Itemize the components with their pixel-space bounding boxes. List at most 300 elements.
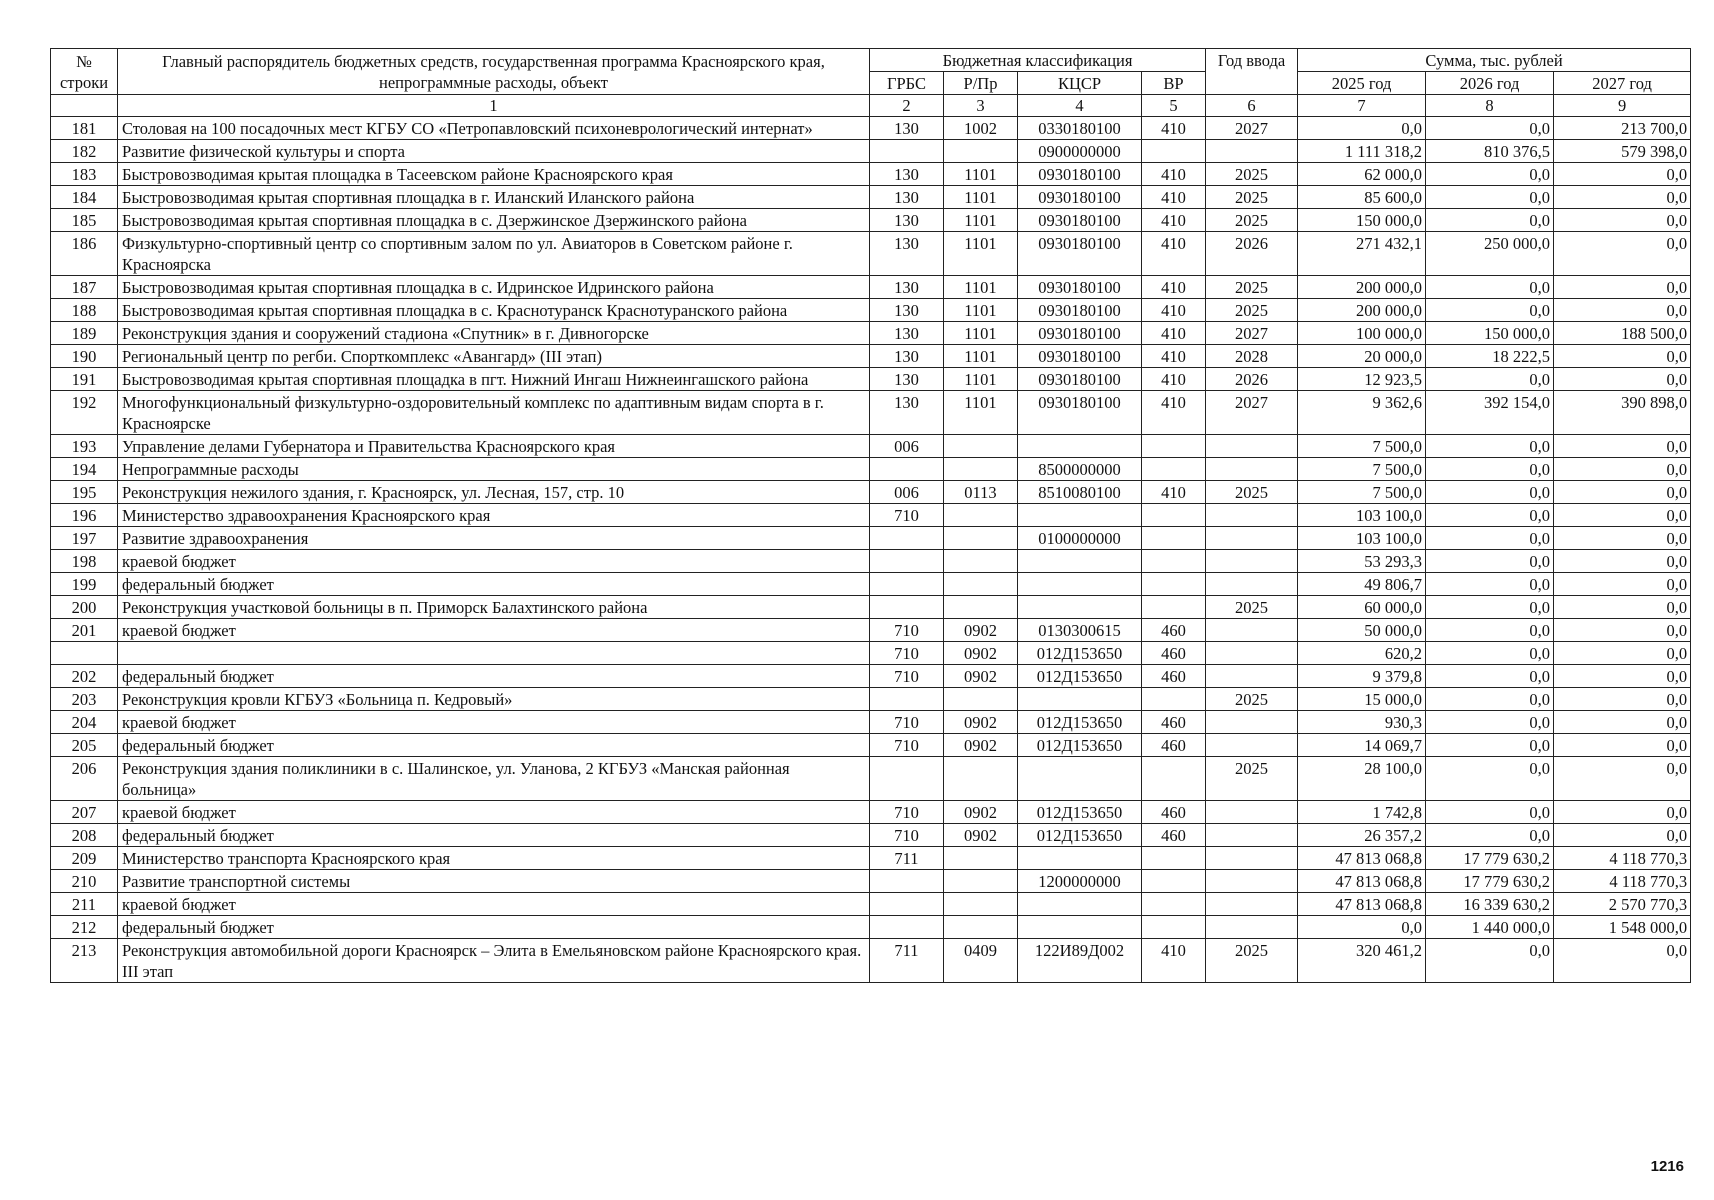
row-year: 2027: [1206, 117, 1298, 140]
row-sum-2026: 250 000,0: [1426, 232, 1554, 276]
row-name: Быстровозводимая крытая спортивная площадка в г. Иланский Иланского района: [118, 186, 870, 209]
row-sum-2026: 16 339 630,2: [1426, 893, 1554, 916]
row-number: 210: [51, 870, 118, 893]
table-row: [51, 435, 1691, 458]
row-sum-2026: 0,0: [1426, 163, 1554, 186]
row-sum-2026: 0,0: [1426, 504, 1554, 527]
row-sum-2026: 0,0: [1426, 711, 1554, 734]
row-year: [1206, 550, 1298, 573]
table-row: [51, 688, 1691, 711]
row-name: федеральный бюджет: [118, 665, 870, 688]
row-sum-2027: 2 570 770,3: [1554, 893, 1691, 916]
row-sum-2025: 200 000,0: [1298, 276, 1426, 299]
row-sum-2026: 0,0: [1426, 619, 1554, 642]
row-grbs: [870, 596, 944, 619]
row-number: 181: [51, 117, 118, 140]
row-grbs: 710: [870, 619, 944, 642]
table-row: [51, 801, 1691, 824]
row-number: 188: [51, 299, 118, 322]
row-grbs: 130: [870, 322, 944, 345]
row-sum-2025: 60 000,0: [1298, 596, 1426, 619]
row-name: федеральный бюджет: [118, 916, 870, 939]
table-row: [51, 527, 1691, 550]
row-number: 187: [51, 276, 118, 299]
row-sum-2025: 200 000,0: [1298, 299, 1426, 322]
row-sum-2027: 0,0: [1554, 209, 1691, 232]
row-sum-2027: 0,0: [1554, 665, 1691, 688]
row-vr: [1142, 550, 1206, 573]
row-name: краевой бюджет: [118, 801, 870, 824]
row-year: [1206, 824, 1298, 847]
row-rpr: 0902: [944, 665, 1018, 688]
table-row: [51, 619, 1691, 642]
row-sum-2025: 28 100,0: [1298, 757, 1426, 801]
row-number: 205: [51, 734, 118, 757]
row-sum-2027: 0,0: [1554, 573, 1691, 596]
row-year: 2025: [1206, 276, 1298, 299]
row-number: 208: [51, 824, 118, 847]
row-rpr: 0902: [944, 734, 1018, 757]
row-grbs: 710: [870, 711, 944, 734]
row-year: 2025: [1206, 481, 1298, 504]
row-number: 200: [51, 596, 118, 619]
row-kcsr: 0930180100: [1018, 232, 1142, 276]
row-grbs: 130: [870, 232, 944, 276]
row-vr: 460: [1142, 642, 1206, 665]
row-year: [1206, 893, 1298, 916]
row-name: Министерство транспорта Красноярского края: [118, 847, 870, 870]
row-kcsr: 0100000000: [1018, 527, 1142, 550]
row-grbs: 710: [870, 824, 944, 847]
row-rpr: 1101: [944, 163, 1018, 186]
row-sum-2026: 0,0: [1426, 642, 1554, 665]
row-sum-2025: 14 069,7: [1298, 734, 1426, 757]
row-rpr: [944, 870, 1018, 893]
row-sum-2027: 579 398,0: [1554, 140, 1691, 163]
row-kcsr: 0930180100: [1018, 391, 1142, 435]
table-row: [51, 391, 1691, 435]
row-grbs: 711: [870, 847, 944, 870]
row-name: краевой бюджет: [118, 550, 870, 573]
row-name: Непрограммные расходы: [118, 458, 870, 481]
row-sum-2025: 930,3: [1298, 711, 1426, 734]
row-vr: [1142, 458, 1206, 481]
row-sum-2027: 0,0: [1554, 504, 1691, 527]
row-name: Реконструкция здания и сооружений стадиона «Спутник» в г. Дивногорске: [118, 322, 870, 345]
row-sum-2027: 0,0: [1554, 368, 1691, 391]
row-sum-2025: 85 600,0: [1298, 186, 1426, 209]
row-rpr: 0902: [944, 619, 1018, 642]
row-number: 203: [51, 688, 118, 711]
table-row: [51, 824, 1691, 847]
table-row: [51, 550, 1691, 573]
header-2026: 2026 год: [1426, 72, 1554, 95]
row-grbs: 130: [870, 345, 944, 368]
row-name: Развитие транспортной системы: [118, 870, 870, 893]
row-sum-2026: 17 779 630,2: [1426, 847, 1554, 870]
page-number: 1216: [1650, 1158, 1684, 1175]
row-vr: 410: [1142, 209, 1206, 232]
row-sum-2025: 47 813 068,8: [1298, 870, 1426, 893]
row-sum-2026: 0,0: [1426, 527, 1554, 550]
row-number: 184: [51, 186, 118, 209]
row-number: 185: [51, 209, 118, 232]
row-rpr: 0902: [944, 824, 1018, 847]
row-number: 183: [51, 163, 118, 186]
row-vr: 410: [1142, 322, 1206, 345]
row-name: Быстровозводимая крытая площадка в Тасеевском районе Красноярского края: [118, 163, 870, 186]
row-sum-2027: 0,0: [1554, 642, 1691, 665]
row-vr: [1142, 916, 1206, 939]
row-vr: [1142, 688, 1206, 711]
row-year: 2025: [1206, 299, 1298, 322]
row-sum-2027: 0,0: [1554, 939, 1691, 983]
table-row: [51, 232, 1691, 276]
row-sum-2025: 0,0: [1298, 117, 1426, 140]
row-rpr: [944, 688, 1018, 711]
row-grbs: [870, 458, 944, 481]
column-index: 5: [1142, 95, 1206, 117]
column-index-row: [51, 95, 1691, 117]
row-name: Региональный центр по регби. Спорткомплекс «Авангард» (III этап): [118, 345, 870, 368]
row-year: [1206, 573, 1298, 596]
row-rpr: [944, 916, 1018, 939]
column-index: 7: [1298, 95, 1426, 117]
row-vr: [1142, 140, 1206, 163]
row-kcsr: [1018, 596, 1142, 619]
row-kcsr: [1018, 847, 1142, 870]
row-kcsr: 012Д153650: [1018, 824, 1142, 847]
row-sum-2027: 0,0: [1554, 757, 1691, 801]
row-grbs: 130: [870, 368, 944, 391]
header-rpr: Р/Пр: [944, 72, 1018, 95]
table-row: [51, 642, 1691, 665]
header-2025: 2025 год: [1298, 72, 1426, 95]
row-rpr: 0902: [944, 711, 1018, 734]
row-sum-2025: 620,2: [1298, 642, 1426, 665]
row-vr: 410: [1142, 345, 1206, 368]
row-rpr: [944, 893, 1018, 916]
row-rpr: 1101: [944, 209, 1018, 232]
row-vr: 410: [1142, 391, 1206, 435]
row-rpr: [944, 458, 1018, 481]
row-sum-2026: 0,0: [1426, 939, 1554, 983]
table-row: [51, 163, 1691, 186]
row-kcsr: 0930180100: [1018, 276, 1142, 299]
row-sum-2026: 0,0: [1426, 209, 1554, 232]
row-year: 2025: [1206, 186, 1298, 209]
row-grbs: [870, 550, 944, 573]
row-rpr: 0902: [944, 801, 1018, 824]
row-number: 186: [51, 232, 118, 276]
row-vr: 410: [1142, 163, 1206, 186]
row-year: [1206, 734, 1298, 757]
table-row: [51, 299, 1691, 322]
header-sum: Сумма, тыс. рублей: [1298, 49, 1691, 72]
column-index: 3: [944, 95, 1018, 117]
row-sum-2026: 0,0: [1426, 596, 1554, 619]
row-name: Быстровозводимая крытая спортивная площадка в с. Идринское Идринского района: [118, 276, 870, 299]
column-index: 6: [1206, 95, 1298, 117]
row-grbs: 710: [870, 504, 944, 527]
row-vr: 410: [1142, 299, 1206, 322]
row-number: 192: [51, 391, 118, 435]
row-sum-2026: 0,0: [1426, 186, 1554, 209]
row-sum-2027: 0,0: [1554, 824, 1691, 847]
row-sum-2025: 20 000,0: [1298, 345, 1426, 368]
row-sum-2026: 0,0: [1426, 665, 1554, 688]
column-index: 1: [118, 95, 870, 117]
row-number: 213: [51, 939, 118, 983]
row-kcsr: 012Д153650: [1018, 665, 1142, 688]
row-sum-2027: 213 700,0: [1554, 117, 1691, 140]
row-year: [1206, 801, 1298, 824]
row-sum-2025: 0,0: [1298, 916, 1426, 939]
row-vr: [1142, 504, 1206, 527]
row-year: 2025: [1206, 939, 1298, 983]
row-kcsr: 0930180100: [1018, 209, 1142, 232]
row-vr: 460: [1142, 711, 1206, 734]
row-grbs: [870, 893, 944, 916]
row-grbs: [870, 140, 944, 163]
row-number: 182: [51, 140, 118, 163]
row-year: 2027: [1206, 322, 1298, 345]
row-year: [1206, 140, 1298, 163]
row-sum-2025: 7 500,0: [1298, 458, 1426, 481]
row-year: 2025: [1206, 209, 1298, 232]
row-rpr: [944, 504, 1018, 527]
row-kcsr: 0930180100: [1018, 368, 1142, 391]
row-name: Многофункциональный физкультурно-оздоровительный комплекс по адаптивным видам спорта в г. Красноярске: [118, 391, 870, 435]
row-sum-2025: 47 813 068,8: [1298, 893, 1426, 916]
row-vr: 460: [1142, 824, 1206, 847]
row-name: Реконструкция нежилого здания, г. Красноярск, ул. Лесная, 157, стр. 10: [118, 481, 870, 504]
row-year: 2028: [1206, 345, 1298, 368]
row-number: 202: [51, 665, 118, 688]
row-number: [51, 642, 118, 665]
row-grbs: [870, 688, 944, 711]
row-vr: 410: [1142, 276, 1206, 299]
row-rpr: 1101: [944, 299, 1018, 322]
row-grbs: 710: [870, 642, 944, 665]
row-vr: 410: [1142, 368, 1206, 391]
table-row: [51, 209, 1691, 232]
row-grbs: 130: [870, 391, 944, 435]
row-year: [1206, 504, 1298, 527]
row-vr: 460: [1142, 801, 1206, 824]
table-row: [51, 916, 1691, 939]
row-grbs: 130: [870, 163, 944, 186]
row-name: Министерство здравоохранения Красноярского края: [118, 504, 870, 527]
row-name: Быстровозводимая крытая спортивная площадка в с. Краснотуранск Краснотуранского района: [118, 299, 870, 322]
row-name: краевой бюджет: [118, 619, 870, 642]
row-sum-2025: 150 000,0: [1298, 209, 1426, 232]
row-rpr: [944, 435, 1018, 458]
row-sum-2025: 53 293,3: [1298, 550, 1426, 573]
row-sum-2026: 0,0: [1426, 299, 1554, 322]
row-grbs: 130: [870, 117, 944, 140]
row-rpr: 0113: [944, 481, 1018, 504]
row-sum-2027: 0,0: [1554, 801, 1691, 824]
row-grbs: [870, 573, 944, 596]
row-sum-2027: 0,0: [1554, 232, 1691, 276]
table-row: [51, 847, 1691, 870]
row-rpr: [944, 140, 1018, 163]
column-index: 9: [1554, 95, 1691, 117]
row-number: 198: [51, 550, 118, 573]
row-rpr: [944, 550, 1018, 573]
row-vr: 410: [1142, 186, 1206, 209]
row-sum-2026: 0,0: [1426, 435, 1554, 458]
row-kcsr: 0900000000: [1018, 140, 1142, 163]
row-rpr: [944, 757, 1018, 801]
row-sum-2027: 0,0: [1554, 481, 1691, 504]
row-sum-2025: 9 362,6: [1298, 391, 1426, 435]
column-index: 2: [870, 95, 944, 117]
row-vr: [1142, 573, 1206, 596]
row-sum-2025: 15 000,0: [1298, 688, 1426, 711]
row-number: 201: [51, 619, 118, 642]
header-grbs: ГРБС: [870, 72, 944, 95]
row-name: Реконструкция кровли КГБУЗ «Больница п. Кедровый»: [118, 688, 870, 711]
row-sum-2027: 0,0: [1554, 435, 1691, 458]
row-kcsr: 0930180100: [1018, 186, 1142, 209]
row-kcsr: 122И89Д002: [1018, 939, 1142, 983]
row-sum-2025: 62 000,0: [1298, 163, 1426, 186]
row-vr: 460: [1142, 619, 1206, 642]
row-vr: 410: [1142, 232, 1206, 276]
row-grbs: 006: [870, 435, 944, 458]
row-grbs: [870, 757, 944, 801]
table-row: [51, 117, 1691, 140]
row-sum-2027: 188 500,0: [1554, 322, 1691, 345]
column-index-empty: [51, 95, 118, 117]
row-kcsr: [1018, 435, 1142, 458]
row-grbs: 710: [870, 801, 944, 824]
table-row: [51, 711, 1691, 734]
row-year: [1206, 458, 1298, 481]
row-kcsr: [1018, 893, 1142, 916]
row-sum-2027: 0,0: [1554, 527, 1691, 550]
row-grbs: 130: [870, 209, 944, 232]
table-row: [51, 458, 1691, 481]
row-rpr: 1002: [944, 117, 1018, 140]
row-year: 2025: [1206, 757, 1298, 801]
row-kcsr: 1200000000: [1018, 870, 1142, 893]
row-name: Физкультурно-спортивный центр со спортивным залом по ул. Авиаторов в Советском районе г. Красноярска: [118, 232, 870, 276]
row-year: [1206, 665, 1298, 688]
table-row: [51, 322, 1691, 345]
row-sum-2027: 0,0: [1554, 299, 1691, 322]
table-row: [51, 893, 1691, 916]
row-rpr: 1101: [944, 322, 1018, 345]
row-name: [118, 642, 870, 665]
row-sum-2025: 1 111 318,2: [1298, 140, 1426, 163]
row-kcsr: 012Д153650: [1018, 711, 1142, 734]
row-number: 193: [51, 435, 118, 458]
row-vr: [1142, 527, 1206, 550]
row-name: Реконструкция автомобильной дороги Красноярск – Элита в Емельяновском районе Красноярского края. III этап: [118, 939, 870, 983]
row-kcsr: [1018, 757, 1142, 801]
row-rpr: 1101: [944, 276, 1018, 299]
row-sum-2026: 0,0: [1426, 688, 1554, 711]
row-sum-2027: 0,0: [1554, 596, 1691, 619]
row-rpr: [944, 847, 1018, 870]
row-kcsr: 012Д153650: [1018, 642, 1142, 665]
row-grbs: 710: [870, 665, 944, 688]
row-kcsr: 0930180100: [1018, 163, 1142, 186]
header-budget-classification: Бюджетная классификация: [870, 49, 1206, 72]
row-sum-2025: 47 813 068,8: [1298, 847, 1426, 870]
header-year: Год ввода: [1206, 49, 1298, 95]
row-vr: 410: [1142, 939, 1206, 983]
row-rpr: 0902: [944, 642, 1018, 665]
table-row: [51, 573, 1691, 596]
row-sum-2026: 18 222,5: [1426, 345, 1554, 368]
row-sum-2027: 0,0: [1554, 276, 1691, 299]
table-row: [51, 596, 1691, 619]
row-sum-2027: 0,0: [1554, 711, 1691, 734]
row-name: Столовая на 100 посадочных мест КГБУ СО «Петропавловский психоневрологический интернат»: [118, 117, 870, 140]
table-row: [51, 186, 1691, 209]
table-row: [51, 665, 1691, 688]
row-kcsr: [1018, 550, 1142, 573]
table-row: [51, 481, 1691, 504]
row-sum-2027: 0,0: [1554, 186, 1691, 209]
row-sum-2025: 103 100,0: [1298, 527, 1426, 550]
row-kcsr: 012Д153650: [1018, 801, 1142, 824]
row-sum-2026: 0,0: [1426, 757, 1554, 801]
row-number: 195: [51, 481, 118, 504]
row-sum-2027: 0,0: [1554, 458, 1691, 481]
row-name: Быстровозводимая крытая спортивная площадка в пгт. Нижний Ингаш Нижнеингашского района: [118, 368, 870, 391]
row-sum-2026: 0,0: [1426, 481, 1554, 504]
row-kcsr: 0930180100: [1018, 345, 1142, 368]
row-year: 2027: [1206, 391, 1298, 435]
header-name: Главный распорядитель бюджетных средств, государственная программа Красноярского края, непрограммные расходы, объект: [118, 49, 870, 95]
row-sum-2026: 0,0: [1426, 117, 1554, 140]
column-index: 8: [1426, 95, 1554, 117]
row-name: Развитие физической культуры и спорта: [118, 140, 870, 163]
row-kcsr: 0930180100: [1018, 322, 1142, 345]
row-rpr: 1101: [944, 368, 1018, 391]
row-vr: [1142, 893, 1206, 916]
row-sum-2025: 1 742,8: [1298, 801, 1426, 824]
row-year: 2026: [1206, 232, 1298, 276]
row-sum-2027: 0,0: [1554, 688, 1691, 711]
table-row: [51, 939, 1691, 983]
row-rpr: [944, 527, 1018, 550]
row-number: 211: [51, 893, 118, 916]
row-grbs: 130: [870, 276, 944, 299]
row-sum-2027: 0,0: [1554, 345, 1691, 368]
row-number: 197: [51, 527, 118, 550]
row-kcsr: 8510080100: [1018, 481, 1142, 504]
row-sum-2026: 17 779 630,2: [1426, 870, 1554, 893]
row-kcsr: 012Д153650: [1018, 734, 1142, 757]
budget-table: [50, 48, 1691, 983]
row-year: 2025: [1206, 688, 1298, 711]
row-rpr: [944, 596, 1018, 619]
row-vr: 410: [1142, 481, 1206, 504]
table-row: [51, 368, 1691, 391]
header-row-number: № строки: [51, 49, 118, 95]
row-name: федеральный бюджет: [118, 824, 870, 847]
row-sum-2025: 49 806,7: [1298, 573, 1426, 596]
row-year: 2025: [1206, 163, 1298, 186]
row-vr: [1142, 870, 1206, 893]
row-kcsr: [1018, 504, 1142, 527]
